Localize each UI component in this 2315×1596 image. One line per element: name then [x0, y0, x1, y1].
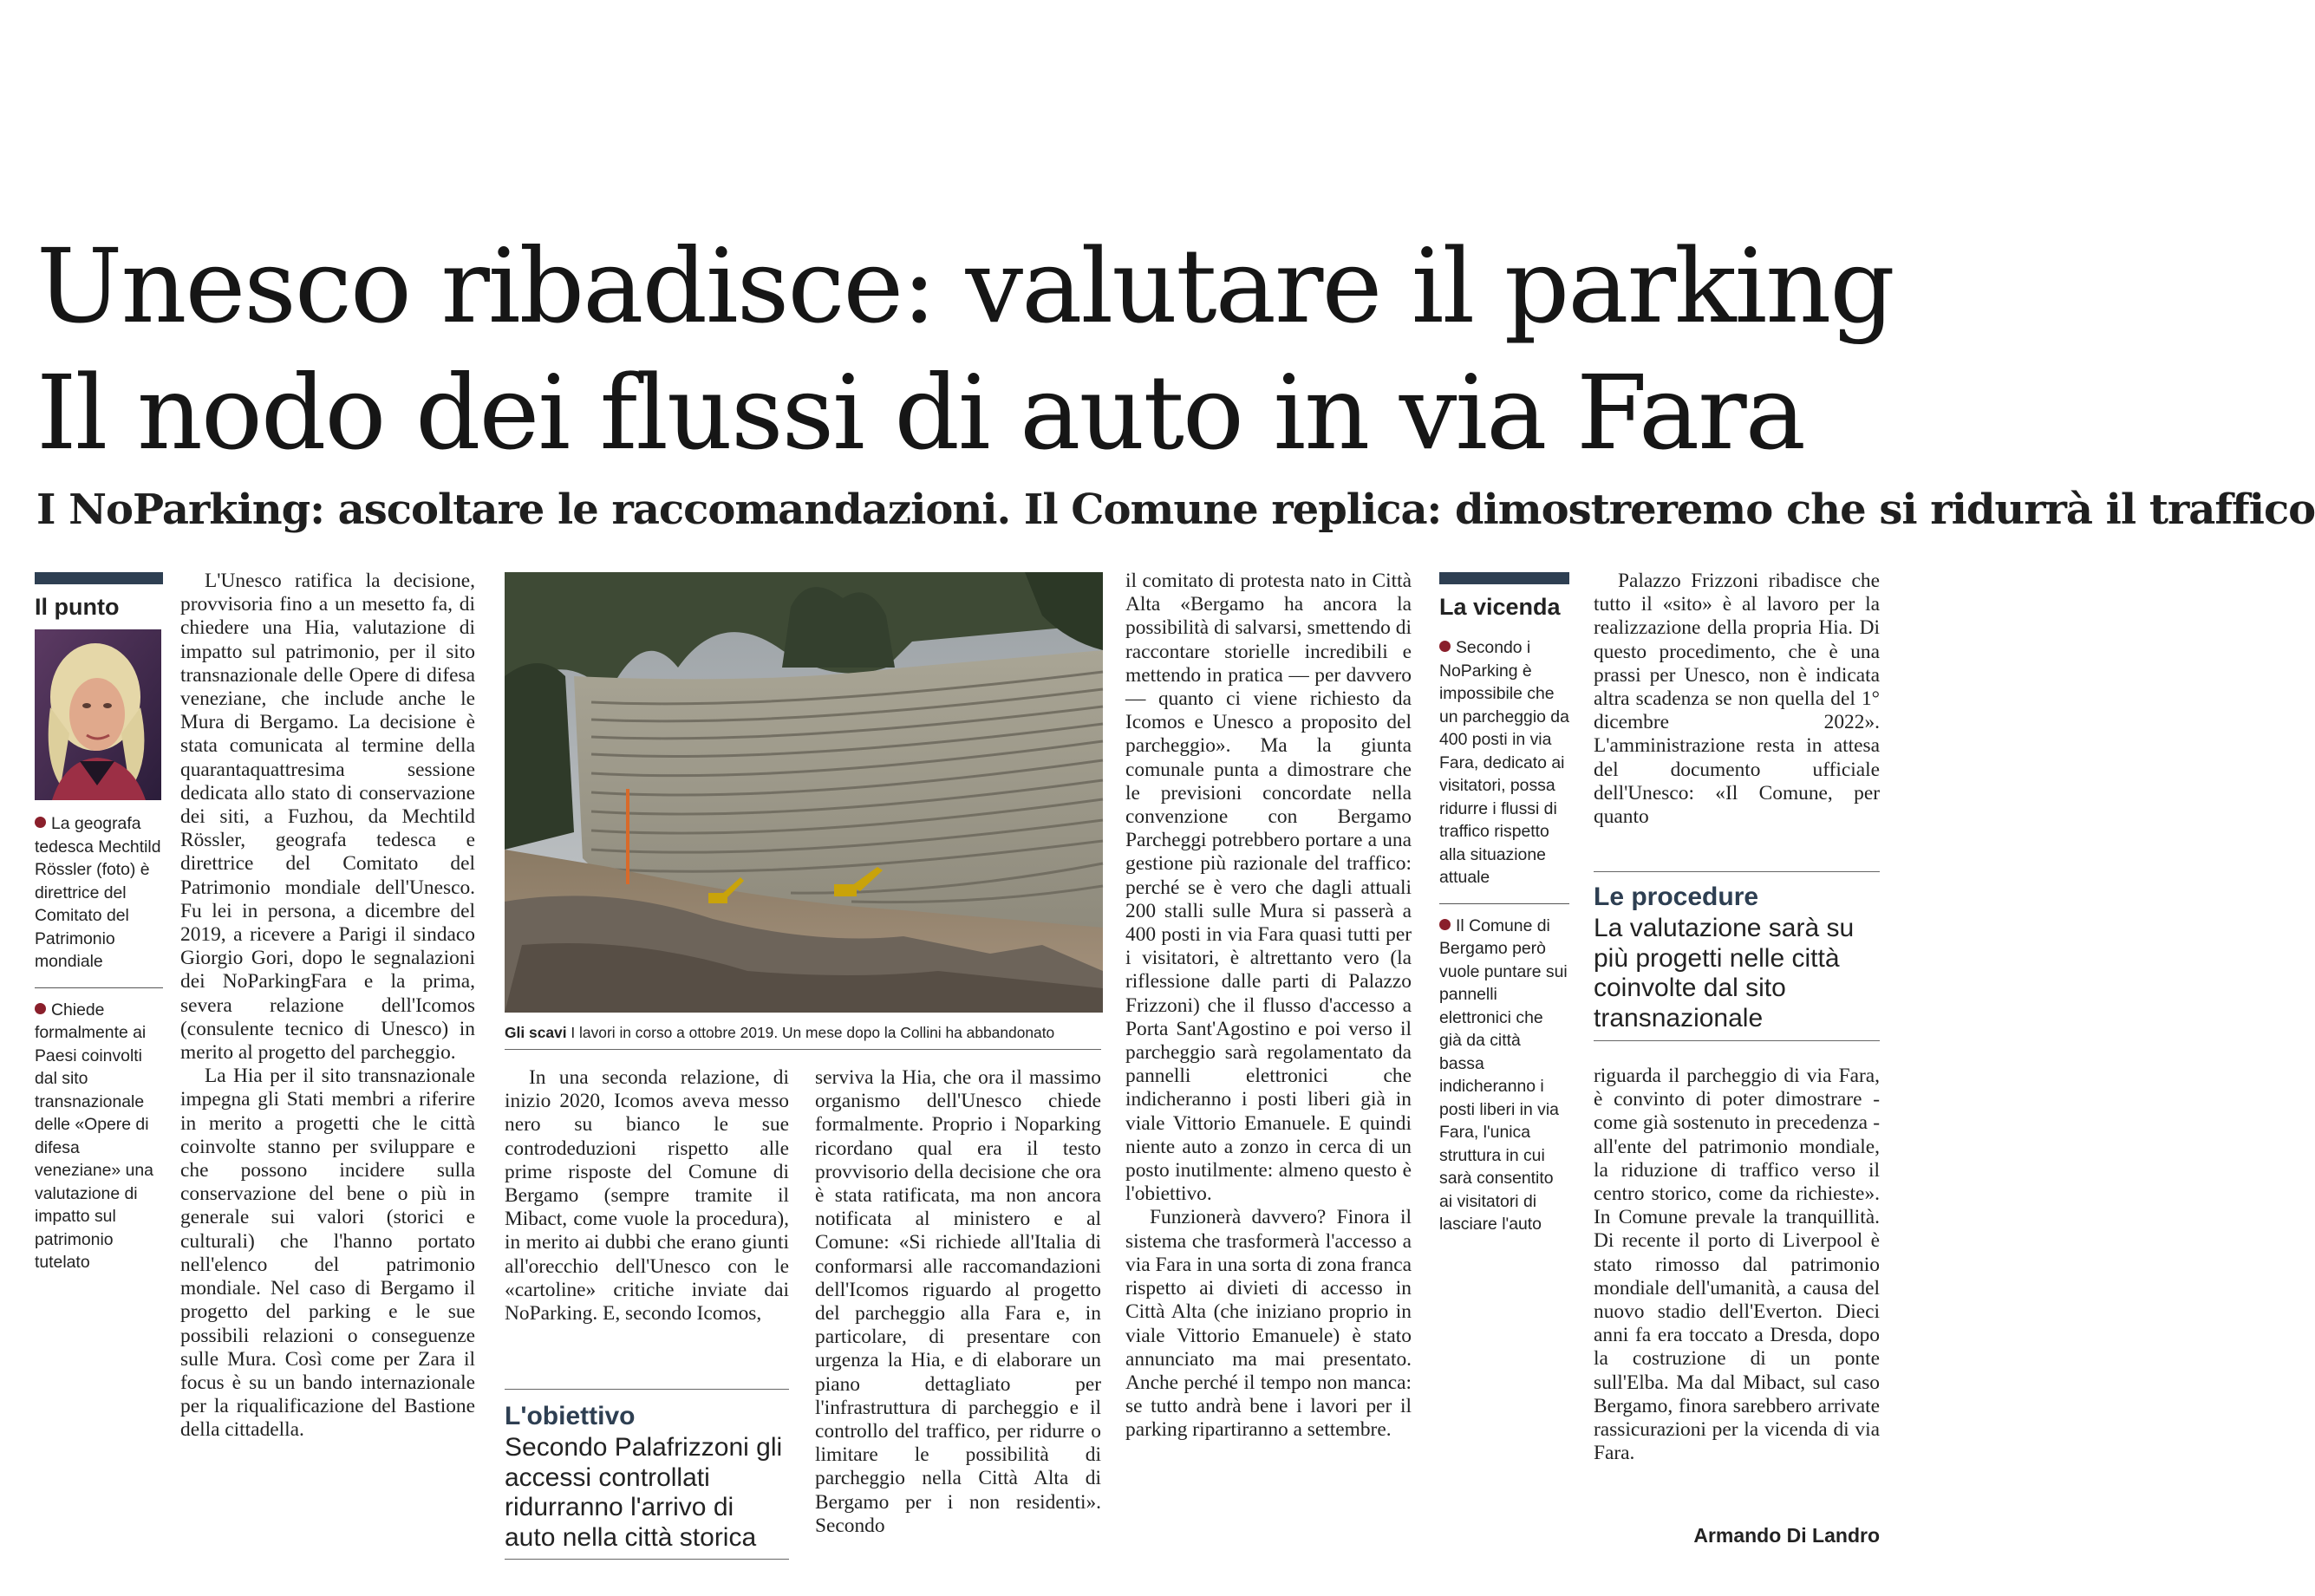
bullet-dot-icon: [35, 817, 46, 828]
paragraph: riguarda il parcheggio di via Fara, è convinto di poter dimostrare - come già sostenuto in precedenza - all'ente del patrimonio mondiale, la riduzione di traffico verso il centro storico, come da richieste». In Comune prevale la tranquillità. Di recente il porto di Liverpool è stato rimosso dal patrimonio mondiale dell'umanità, a causa del nuovo stadio dell'Everton. Dieci anni fa era toccato a Dresda, dopo la costruzione di un ponte sull'Elba. Ma dal Mibact, sul caso Bergamo, finora sarebbero arrivate rassicurazioni per la vicenda di via Fara.: [1594, 1065, 1880, 1465]
list-item: Chiede formalmente ai Paesi coinvolti dal sito transnazionale delle «Opere di difesa veneziane» una valutazione di impatto sul patrimonio tutelato: [35, 1000, 153, 1272]
sidebar-label: Il punto: [35, 594, 120, 620]
subheadline: I NoParking: ascoltare le raccomandazioni. Il Comune replica: dimostreremo che si ridurrà il traffico: [36, 485, 2315, 534]
list-item: Il Comune di Bergamo però vuole puntare sui pannelli elettronici che già da città bassa indicheranno i posti liberi in via Fara, l'unica struttura in cui sarà consentito ai visitatori di lasciare l'auto: [1439, 915, 1568, 1234]
caption-rule: [505, 1049, 1101, 1050]
paragraph: La Hia per il sito transnazionale impegna gli Stati membri a riferire in merito a progetti che le città coinvolte stanno per sviluppare e che possono incidere sulla conservazione del bene o più in generale sui valori (storici e culturali) che l'hanno portato nell'elenco del patrimonio mondiale. Nel caso di Bergamo il progetto del parking e le sue possibili relazioni o conseguenze sulle Mura. Così come per Zara il focus è su un bando internazionale per la riqualificazione del Bastione della cittadella.: [180, 1065, 475, 1442]
photo-caption: [505, 1021, 1112, 1044]
bullet-dot-icon: [1439, 919, 1451, 930]
article-column-5-continued: [1594, 1065, 1880, 1465]
list-item: La geografa tedesca Mechtild Rössler (foto) è direttrice del Comitato del Patrimonio mondiale: [35, 814, 161, 971]
divider: [35, 987, 163, 988]
caption-text: I lavori in corso a ottobre 2019. Un mese dopo la Collini ha abbandonato: [571, 1024, 1055, 1041]
sidebar-bar: [35, 572, 163, 584]
headline-line-1: Unesco ribadisce: valutare il parking: [36, 226, 1894, 346]
callout-procedure: [1594, 881, 1885, 1033]
paragraph: In una seconda relazione, di inizio 2020, Icomos aveva messo nero su bianco le sue controdeduzioni rispetto alle prime risposte del Comune di Bergamo (sempre tramite il Mibact, come vuole la procedura), in merito ai dubbi che erano giunti all'orecchio dell'Unesco con le «cartoline» critiche inviate dai NoParking. E, secondo Icomos,: [505, 1066, 789, 1326]
article-column-3: [815, 1066, 1101, 1538]
paragraph: Palazzo Frizzoni ribadisce che tutto il «sito» è al lavoro per la realizzazione della propria Hia. Di questo procedimento, che è una prassi per Unesco, non è indicata altra scadenza se non quella del 1° dicembre 2022». L'amministrazione resta in attesa del documento ufficiale dell'Unesco: «Il Comune, per quanto: [1594, 570, 1880, 829]
callout-rule: [1594, 871, 1880, 872]
paragraph: L'Unesco ratifica la decisione, provvisoria fino a un mesetto fa, di chiedere una Hia, valutazione di impatto sul patrimonio, per il sito transnazionale delle Opere di difesa veneziane, che include anche le Mura di Bergamo. La decisione è stata comunicata al termine della quarantaquattresima sessione dedicata allo stato di conservazione dei siti, a Fuzhou, da Mechtild Rössler, geografa tedesca e direttrice del Comitato del Patrimonio mondiale dell'Unesco. Fu lei in persona, a dicembre del 2019, a ricevere a Parigi il sindaco Giorgio Gori, dopo le segnalazioni dei NoParkingFara e la prima, severa relazione dell'Icomos (consulente tecnico di Unesco) in merito al progetto del parcheggio.: [180, 570, 475, 1065]
sidebar-label: La vicenda: [1439, 594, 1561, 620]
headline-line-2: Il nodo dei flussi di auto in via Fara: [36, 353, 1804, 472]
portrait-photo: [35, 629, 161, 800]
callout-rule: [505, 1389, 789, 1390]
excavation-photo: [505, 572, 1103, 1013]
author-byline: Armando Di Landro: [1693, 1524, 1880, 1547]
bullet-dot-icon: [35, 1003, 46, 1014]
article-column-5: [1594, 570, 1880, 829]
sidebar-la-vicenda: [1439, 572, 1569, 1236]
paragraph: serviva la Hia, che ora il massimo organismo dell'Unesco chiede formalmente. Proprio i Noparking ricordano qual era il testo provvisorio della decisione che ora è stata ratificata, ma non ancora notificata al ministero e al Comune: «Si richiede all'Italia di conformarsi alle raccomandazioni dell'Icomos riguardo al progetto del parcheggio alla Fara e, in particolare, di presentare con urgenza la Hia, e di elaborare un piano dettagliato per l'infrastruttura di parcheggio e il controllo del traffico, per ridurre o limitare le possibilità di parcheggio nella Città Alta di Bergamo per i non residenti». Secondo: [815, 1066, 1101, 1537]
article-column-2: [505, 1066, 789, 1326]
callout-text: La valutazione sarà su più progetti nelle città coinvolte dal sito transnazionale: [1594, 914, 1855, 1033]
callout-rule-bottom: [505, 1559, 789, 1560]
callout-text: Secondo Palafrizzoni gli accessi controllati ridurranno l'arrivo di auto nella città storica: [505, 1433, 783, 1552]
bullet-dot-icon: [1439, 641, 1451, 652]
article-column-4: [1125, 570, 1412, 1443]
divider: [1439, 903, 1569, 904]
caption-lead: Gli scavi: [505, 1024, 567, 1041]
callout-obiettivo: [505, 1400, 791, 1553]
callout-title: L'obiettivo: [505, 1402, 636, 1430]
paragraph: Funzionerà davvero? Finora il sistema che trasformerà l'accesso a via Fara in una sorta di zona franca rispetto ai divieti di accesso in Città Alta (che iniziano proprio in viale Vittorio Emanuele) è stato annunciato ma mai presentato. Anche perché il tempo non manca: se tutto andrà bene i lavori per il parking ripartiranno a settembre.: [1125, 1206, 1412, 1442]
sidebar-il-punto: [35, 572, 163, 1274]
article-column-1: [180, 570, 475, 1443]
list-item: Secondo i NoParking è impossibile che un parcheggio da 400 posti in via Fara, dedicato ai visitatori, possa ridurre i flussi di traffico rispetto alla situazione attuale: [1439, 638, 1569, 887]
paragraph: il comitato di protesta nato in Città Alta «Bergamo ha ancora la possibilità di salvarsi, smettendo di raccontare storielle incredibili e mettendo in pratica — per davvero — quanto ci viene richiesto da Icomos e Unesco a proposito del parcheggio». Ma la giunta comunale punta a dimostrare che le previsioni concordate nella convenzione con Bergamo Parcheggi potrebbero portare a una gestione più razionale del traffico: perché se è vero che dagli attuali 200 stalli sulle Mura si passerà a 400 posti in via Fara quasi tutti per i visitatori, è altrettanto vero (la riflessione dalle parti di Palazzo Frizzoni) che il flusso d'accesso a Porta Sant'Agostino e poi verso il parcheggio sarà regolamentato da pannelli elettronici che indicheranno i posti liberi già in viale Vittorio Emanuele. E quindi niente auto a zonzo in cerca di un posto inutilmente: almeno questo è l'obiettivo.: [1125, 570, 1412, 1206]
sidebar-bar: [1439, 572, 1569, 584]
callout-rule-bottom: [1594, 1040, 1880, 1041]
callout-title: Le procedure: [1594, 883, 1759, 911]
